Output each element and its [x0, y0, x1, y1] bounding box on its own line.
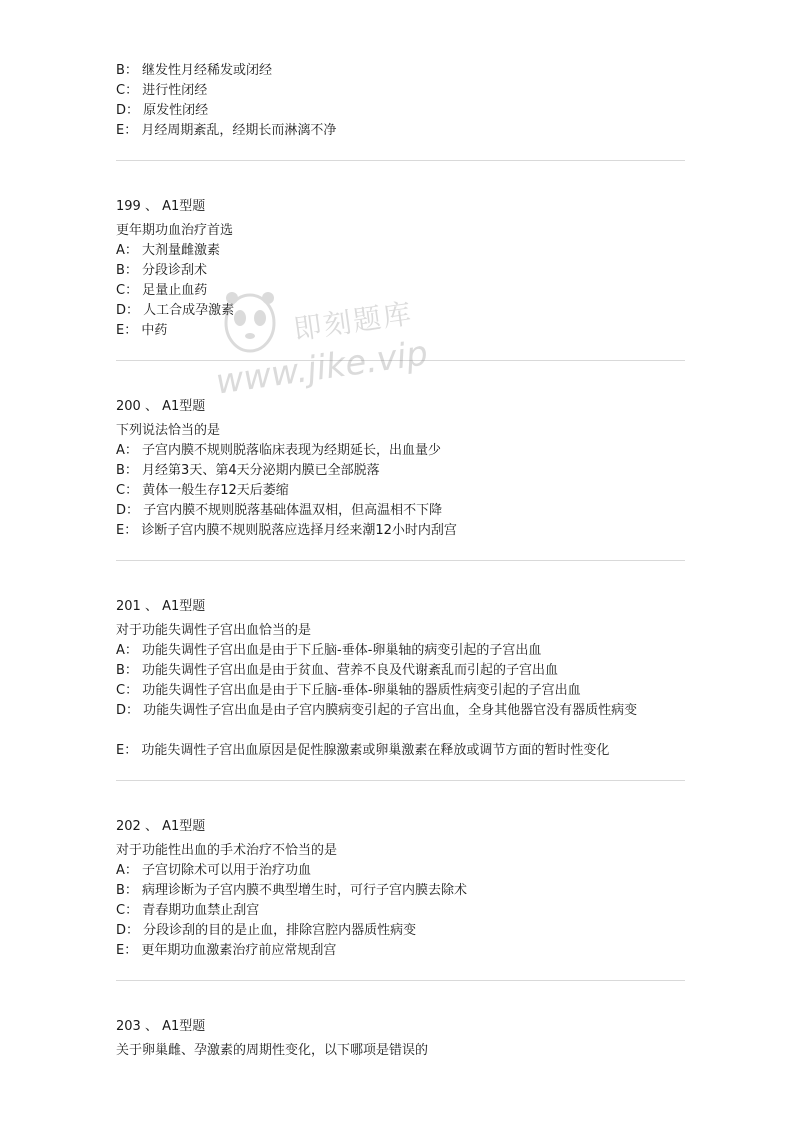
divider [116, 780, 685, 781]
q202-header: 202 、 A1型题 [116, 819, 206, 834]
watermark-brand-cn: 即刻题库 [291, 296, 415, 347]
divider [116, 160, 685, 161]
q202-option-c: C： 青春期功血禁止刮宫 [116, 903, 260, 918]
q201-option-e: E： 功能失调性子宫出血原因是促性腺激素或卵巢激素在释放或调节方面的暂时性变化 [116, 743, 610, 758]
watermark [205, 268, 435, 418]
divider [116, 980, 685, 981]
q200-option-b: B： 月经第3天、第4天分泌期内膜已全部脱落 [116, 463, 380, 478]
divider [116, 560, 685, 561]
q203-header: 203 、 A1型题 [116, 1019, 206, 1034]
q198-option-c: C： 进行性闭经 [116, 83, 208, 98]
q200-option-c: C： 黄体一般生存12天后萎缩 [116, 483, 289, 498]
q202-option-a: A： 子宫切除术可以用于治疗功血 [116, 863, 312, 878]
panda-logo-icon [220, 288, 280, 362]
q198-option-d: D： 原发性闭经 [116, 103, 209, 118]
q203-stem: 关于卵巢雌、孕激素的周期性变化，以下哪项是错误的 [116, 1043, 429, 1058]
q202-stem: 对于功能性出血的手术治疗不恰当的是 [116, 843, 338, 858]
q202-option-b: B： 病理诊断为子宫内膜不典型增生时，可行子宫内膜去除术 [116, 883, 468, 898]
q200-header: 200 、 A1型题 [116, 399, 206, 414]
q200-option-a: A： 子宫内膜不规则脱落临床表现为经期延长，出血量少 [116, 443, 442, 458]
q202-option-d: D： 分段诊刮的目的是止血，排除宫腔内器质性病变 [116, 923, 417, 938]
q202-option-e: E： 更年期功血激素治疗前应常规刮宫 [116, 943, 337, 958]
q199-option-d: D： 人工合成孕激素 [116, 303, 235, 318]
q198-option-b: B： 继发性月经稀发或闭经 [116, 63, 273, 78]
q199-option-c: C： 足量止血药 [116, 283, 208, 298]
q201-stem: 对于功能失调性子宫出血恰当的是 [116, 623, 312, 638]
q199-option-b: B： 分段诊刮术 [116, 263, 208, 278]
divider [116, 360, 685, 361]
q201-header: 201 、 A1型题 [116, 599, 206, 614]
q200-option-e: E： 诊断子宫内膜不规则脱落应选择月经来潮12小时内刮宫 [116, 523, 457, 538]
q199-option-a: A： 大剂量雌激素 [116, 243, 221, 258]
q201-option-c: C： 功能失调性子宫出血是由于下丘脑-垂体-卵巢轴的器质性病变引起的子宫出血 [116, 683, 581, 698]
q200-option-d: D： 子宫内膜不规则脱落基础体温双相，但高温相不下降 [116, 503, 443, 518]
q201-option-b: B： 功能失调性子宫出血是由于贫血、营养不良及代谢紊乱而引起的子宫出血 [116, 663, 559, 678]
watermark-brand-url: www.jike.vip [213, 333, 431, 403]
q199-header: 199 、 A1型题 [116, 199, 206, 214]
q198-option-e: E： 月经周期紊乱，经期长而淋漓不净 [116, 123, 337, 138]
q199-option-e: E： 中药 [116, 323, 168, 338]
q201-option-d: D： 功能失调性子宫出血是由子宫内膜病变引起的子宫出血，全身其他器官没有器质性病变 [116, 703, 638, 718]
q200-stem: 下列说法恰当的是 [116, 423, 221, 438]
q201-option-a: A： 功能失调性子宫出血是由于下丘脑-垂体-卵巢轴的病变引起的子宫出血 [116, 643, 542, 658]
q199-stem: 更年期功血治疗首选 [116, 223, 234, 238]
